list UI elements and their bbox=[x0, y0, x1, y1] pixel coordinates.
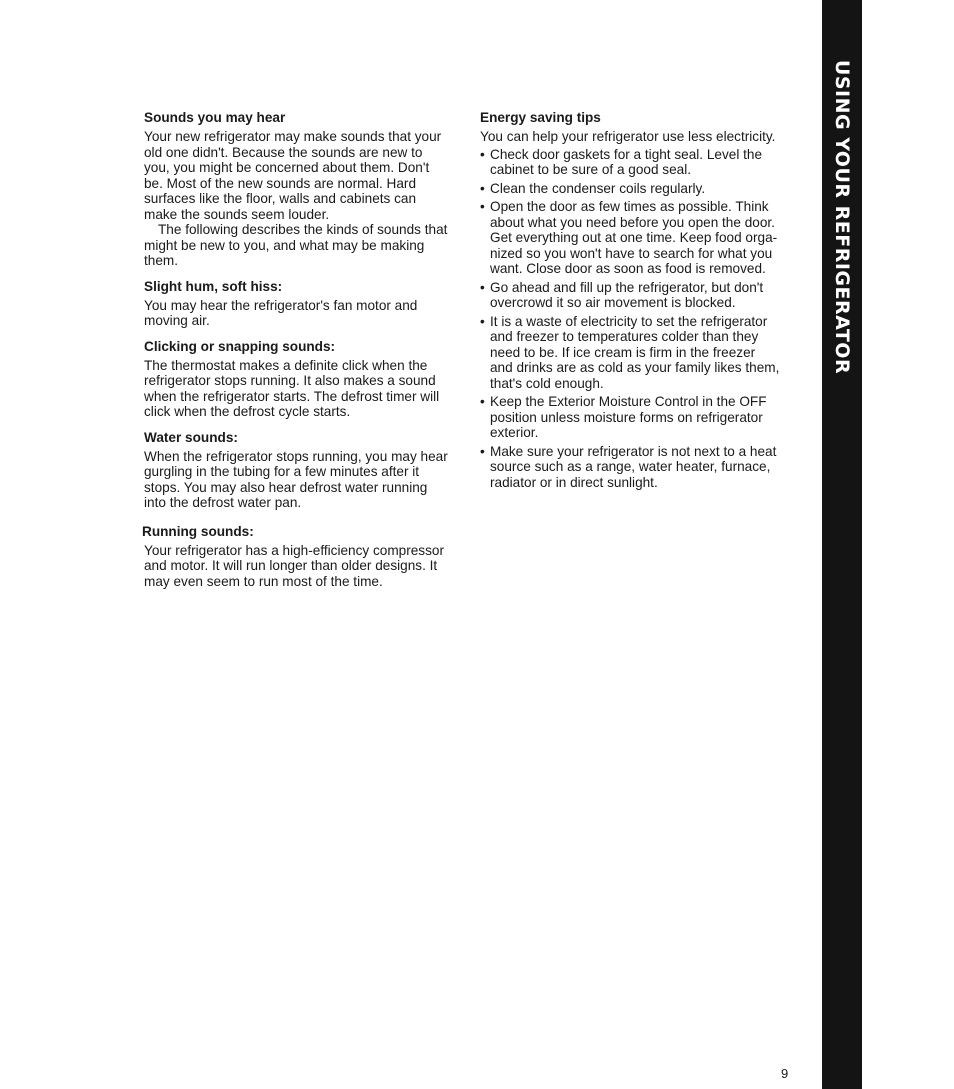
tip-text: Open the door as few times as possible. Think about what you need before you open the door. Get everything out at one time. Keep food orga-nized so you won't have to search for what you want. Close door as soon as food is removed. bbox=[490, 199, 778, 276]
bullet-icon: • bbox=[480, 180, 485, 196]
hum-text: You may hear the refrigerator's fan motor and moving air. bbox=[144, 297, 418, 328]
tip-item bbox=[480, 280, 780, 311]
energy-heading: Energy saving tips bbox=[480, 110, 601, 125]
bullet-icon: • bbox=[480, 313, 485, 329]
bullet-icon: • bbox=[480, 279, 485, 295]
water-heading: Water sounds: bbox=[144, 429, 238, 445]
tip-item bbox=[480, 314, 780, 392]
section-side-tab bbox=[822, 0, 862, 1089]
sounds-heading: Sounds you may hear bbox=[144, 110, 286, 125]
sounds-intro: Your new refrigerator may make sounds that your old one didn't. Because the sounds are new to you, you might be concerned about them. Don't be. Most of the new sounds are normal. Hard surfaces like the floor, walls and cabinets can make the sounds seem louder. bbox=[144, 129, 442, 222]
running-text: Your refrigerator has a high-efficiency compressor and motor. It will run longer than older designs. It may even seem to run most of the time. bbox=[144, 542, 444, 589]
tip-text: Go ahead and fill up the refrigerator, but don't overcrowd it so air movement is blocked. bbox=[490, 279, 764, 310]
water-text: When the refrigerator stops running, you may hear gurgling in the tubing for a few minutes after it stops. You may also hear defrost water running into the defrost water pan. bbox=[144, 448, 448, 510]
bullet-icon: • bbox=[480, 199, 485, 214]
clicking-heading: Clicking or snapping sounds: bbox=[144, 338, 336, 354]
right-column bbox=[480, 110, 780, 493]
tip-item bbox=[480, 147, 780, 178]
tip-item bbox=[480, 181, 780, 197]
energy-intro: You can help your refrigerator use less electricity. bbox=[480, 129, 776, 144]
hum-heading: Slight hum, soft hiss: bbox=[144, 278, 283, 294]
tip-text: It is a waste of electricity to set the refrigerator and freezer to temperatures colder than they need to be. If ice cream is firm in the freezer and drinks are as cold as your family likes them, that's cold enough. bbox=[490, 313, 780, 391]
tip-item bbox=[480, 394, 780, 441]
clicking-text: The thermostat makes a definite click when the refrigerator stops running. It also makes a sound when the refrigerator starts. The defrost timer will click when the defrost cycle starts. bbox=[144, 357, 440, 419]
bullet-icon: • bbox=[480, 146, 485, 162]
running-heading: Running sounds: bbox=[142, 523, 254, 539]
bullet-icon: • bbox=[480, 443, 485, 459]
tip-item bbox=[480, 199, 780, 277]
sounds-following: The following describes the kinds of sounds that might be new to you, and what may be making them. bbox=[144, 222, 448, 268]
tip-item bbox=[480, 444, 780, 491]
tip-text: Make sure your refrigerator is not next to a heat source such as a range, water heater, furnace, radiator or in direct sunlight. bbox=[490, 443, 777, 490]
side-tab-label: USING YOUR REFRIGERATOR bbox=[831, 59, 853, 375]
page-number: 9 bbox=[781, 1066, 789, 1081]
tip-text: Check door gaskets for a tight seal. Level the cabinet to be sure of a good seal. bbox=[490, 146, 763, 177]
energy-tips-list bbox=[480, 147, 780, 491]
left-column bbox=[144, 110, 448, 589]
tip-text: Keep the Exterior Moisture Control in the OFF position unless moisture forms on refrigerator exterior. bbox=[490, 394, 767, 440]
tip-text: Clean the condenser coils regularly. bbox=[490, 180, 706, 196]
bullet-icon: • bbox=[480, 394, 485, 409]
